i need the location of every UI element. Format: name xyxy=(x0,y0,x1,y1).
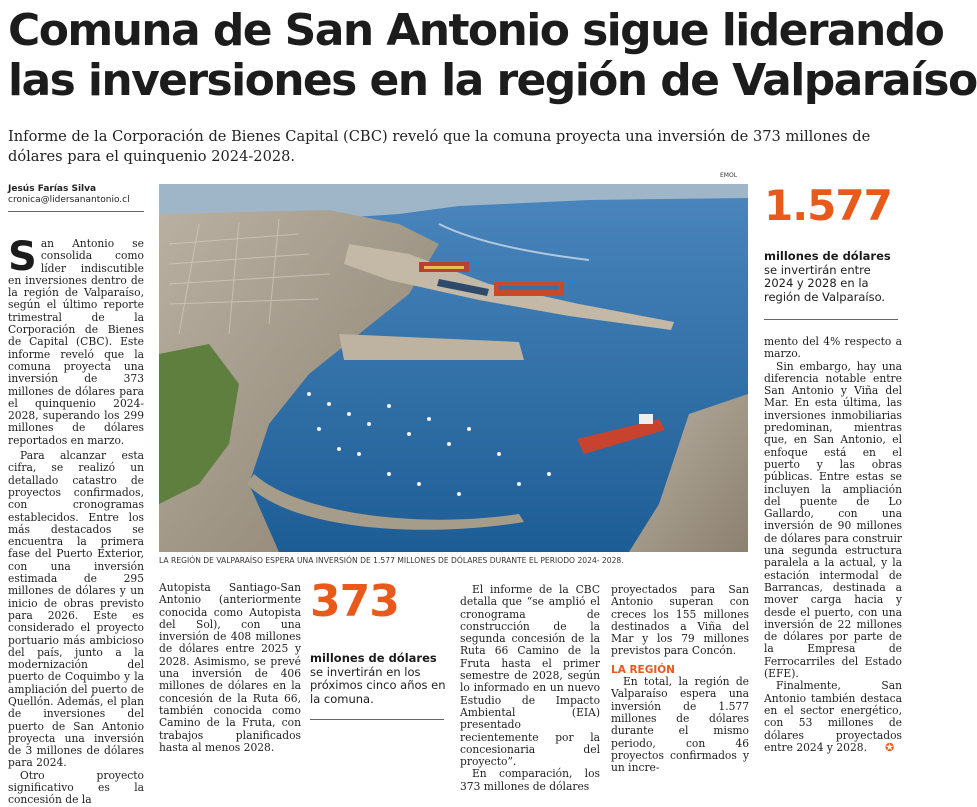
fact-box-right: millones de dólares se invertirán entre 2024 y 2028 en la región de Valparaíso. xyxy=(764,249,891,304)
article-column-3 xyxy=(460,584,600,793)
drop-cap: S xyxy=(8,234,37,280)
section-heading: LA REGIÓN xyxy=(611,663,675,676)
article-column-4 xyxy=(611,584,749,774)
subheadline: Informe de la Corporación de Bienes Capital (CBC) reveló que la comuna proyecta una inversión de 373 millones de dólares para el quinquenio 2024-2028. xyxy=(8,128,871,165)
article-column-5 xyxy=(764,336,902,754)
paragraph: Finalmente, San Antonio también destaca en el sector energético, con 53 millones de dólares proyectados entre 2024 y 2028. ✪ xyxy=(764,679,902,754)
author-name: Jesús Farías Silva xyxy=(8,184,97,194)
author-email[interactable]: cronica@lidersanantonio.cl xyxy=(8,195,130,205)
article-column-2 xyxy=(159,582,301,754)
paragraph: Para alcanzar esta cifra, se realizó un detallado catastro de proyectos confirmados, con cronogramas establecidos. Entre los más destacados se encuentra la primera fase del Puerto Exterior, con una inversión estimada de 295 millones de dólares y un inicio de obras previsto para 2026. Este es considerado el proyecto portuario más ambicioso del país, junto a la modernización del puerto de Coquimbo y la ampliación del puerto de Quellón. Además, el plan de inversiones del puerto de San Antonio proyecta una inversión de 3 millones de dólares para 2024. xyxy=(8,449,144,770)
paragraph: Sin embargo, hay una diferencia notable entre San Antonio y Viña del Mar. En esta última, las inversiones inmobiliarias predominan, mientras que, en San Antonio, el enfoque está en el puerto y las obras públicas. Entre estas se incluyen la ampliación del puente de Lo Gallardo, con una inversión de 90 millones de dólares para construir una segunda estructura paralela a la actual, y la estación intermodal de Barrancas, destinada a mover carga hacia y desde el puerto, con una inversión de 22 millones de dólares por parte de la Empresa de Ferrocarriles del Estado (EFE). xyxy=(764,359,902,681)
paragraph: En comparación, los 373 millones de dólares xyxy=(460,767,600,793)
photo-credit: EMOL xyxy=(720,172,738,179)
aerial-port-photo xyxy=(159,184,748,552)
paragraph: Otro proyecto significativo es la concesión de la xyxy=(8,768,144,807)
fact-number-1577: 1.577 xyxy=(764,181,892,230)
paragraph: proyectados para San Antonio superan con creces los 155 millones destinados a Viña del Mar y los 79 millones previstos para Concón. xyxy=(611,583,749,658)
paragraph: El informe de la CBC detalla que “se amplió el cronograma de construcción de la segunda concesión de la Ruta 66 Camino de la Fruta hasta el primer semestre de 2028, según lo informado en un nuevo Estudio de Impacto Ambiental (EIA) presentado recientemente por la concesionaria del proyecto”. xyxy=(460,583,600,769)
paragraph: mento del 4% respecto a marzo. xyxy=(764,335,902,361)
end-mark-icon: ✪ xyxy=(884,740,895,754)
port-illustration xyxy=(159,184,748,552)
fact-box-center: millones de dólares se invertirán en los próximos cinco años en la comuna. xyxy=(310,651,446,706)
headline-line-1: Comuna de San Antonio sigue liderando xyxy=(8,5,944,56)
byline xyxy=(8,184,144,206)
fact-divider xyxy=(764,319,898,320)
article-column-1 xyxy=(8,234,144,807)
photo-caption: LA REGIÓN DE VALPARAÍSO ESPERA UNA INVERSIÓN DE 1.577 MILLONES DE DÓLARES DURANTE EL PERIODO 2024- 2028. xyxy=(159,556,624,565)
fact-number-373: 373 xyxy=(310,576,399,627)
paragraph-intro: San Antonio se consolida como líder indiscutible en inversiones dentro de la región de Valparaíso, según el último reporte trimestral de la Corporación de Bienes de Capital (CBC). Este informe reveló que la comuna proyecta una inversión de 373 millones de dólares para el quinquenio 2024-2028, superando los 299 millones de dólares reportados en marzo. xyxy=(8,234,144,447)
byline-divider xyxy=(8,211,144,212)
paragraph: En total, la región de Valparaíso espera una inversión de 1.577 millones de dólares durante el mismo periodo, con 46 proyectos confirmados y un incre- xyxy=(611,675,749,775)
headline xyxy=(8,5,977,106)
fact-divider xyxy=(310,719,444,720)
paragraph: Autopista Santiago-San Antonio (anteriormente conocida como Autopista del Sol), con una inversión de 408 millones de dólares entre 2025 y 2028. Asimismo, se prevé una inversión de 406 millones de dólares en la concesión de la Ruta 66, también conocida como Camino de la Fruta, con trabajos planificados hasta al menos 2028. xyxy=(159,581,301,754)
headline-line-2: las inversiones en la región de Valparaíso xyxy=(8,55,977,106)
